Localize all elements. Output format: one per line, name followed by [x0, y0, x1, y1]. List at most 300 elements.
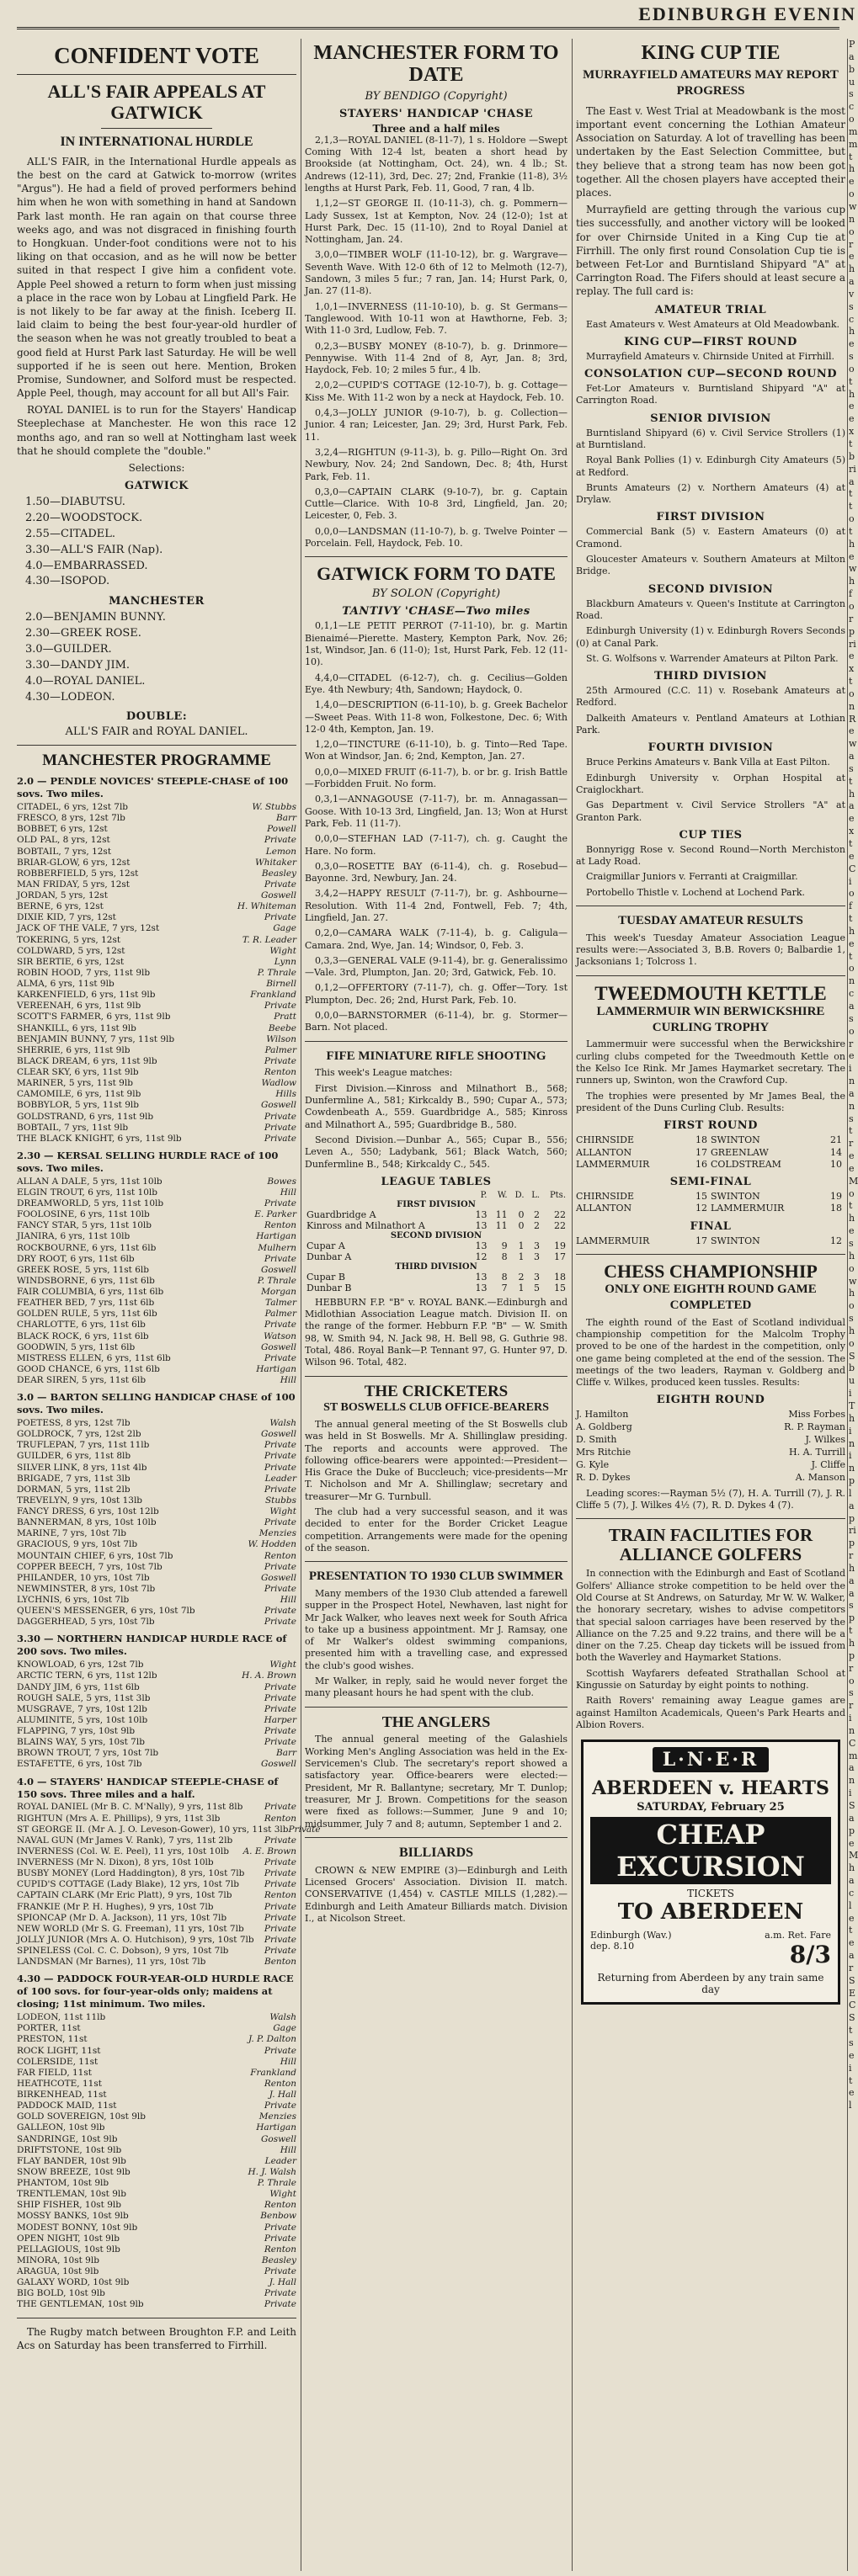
league-col-header: L. — [531, 1190, 541, 1200]
runner-row — [17, 2223, 296, 2233]
runner-name: ALMA, 6 yrs, 11st 9lb — [17, 979, 115, 990]
divider — [576, 975, 845, 976]
fragment: pri — [849, 1512, 856, 1537]
double-value: ALL'S FAIR and ROYAL DANIEL. — [65, 725, 248, 739]
ad-from: Edinburgh (Wav.) — [590, 1930, 672, 1941]
runner-row — [17, 912, 296, 923]
runner-trainer: Private — [264, 1583, 296, 1594]
runner-trainer: Lemon — [265, 846, 296, 857]
stayers-head: STAYERS' HANDICAP 'CHASE — [338, 107, 533, 120]
headline-tuesday-results: TUESDAY AMATEUR RESULTS — [618, 914, 803, 928]
runner-name: MUSGRAVE, 7 yrs, 10st 12lb — [17, 1703, 147, 1714]
runner-row — [17, 1573, 296, 1584]
runner-trainer: A. E. Brown — [242, 1846, 296, 1856]
runner-name: GALAXY WORD, 10st 9lb — [17, 2277, 130, 2288]
masthead — [0, 0, 856, 37]
runner-trainer: Beasley — [261, 2255, 296, 2265]
runner-row — [17, 1375, 296, 1386]
fragment: S — [849, 1350, 855, 1362]
form-entry: 0,3,3—GENERAL VALE (9-11-4), br. g. Generalissimo—Vale. 3rd, Plumpton, Jan. 20; 3rd, Gatwick, Feb. 10. — [305, 954, 568, 979]
runner-trainer: P. Thrale — [257, 2178, 296, 2189]
league-cell: 3 — [534, 1251, 541, 1262]
article-paragraph: This week's League matches: — [315, 1067, 453, 1079]
runner-name: ALUMINITE, 5 yrs, 10st 10lb — [17, 1714, 148, 1725]
curling-club: ALLANTON — [576, 1203, 632, 1214]
runner-trainer: Frankland — [250, 990, 296, 1001]
column-divider — [572, 39, 573, 2571]
runner-name: BRIGADE, 7 yrs, 11st 3lb — [17, 1473, 131, 1484]
divider — [305, 1376, 568, 1377]
runner-name: FLAY BANDER, 10st 9lb — [17, 2155, 126, 2166]
headline-alls-fair: ALL'S FAIR APPEALS AT GATWICK — [47, 81, 266, 123]
runner-trainer: Private — [264, 2101, 296, 2111]
league-cell: 12 — [475, 1251, 488, 1262]
runner-trainer: Private — [264, 1320, 296, 1330]
fragment: C — [849, 1737, 856, 1749]
divider — [576, 1254, 845, 1255]
tip-line: 2.0—BENJAMIN BUNNY. — [25, 611, 166, 624]
league-cell: 2 — [534, 1219, 541, 1231]
runner-name: JORDAN, 5 yrs, 12st — [17, 890, 108, 901]
race-card — [17, 775, 321, 2310]
runner-trainer: Private — [264, 2288, 296, 2299]
runner-name: SIR BERTIE, 6 yrs, 12st — [17, 956, 125, 967]
runner-name: DRIFTSTONE, 10st 9lb — [17, 2144, 122, 2155]
article-paragraph: ROYAL DANIEL is to run for the Stayers' Handicap Steeplechase at Manchester. He won this race 12 months ago, and ran so well at Nottingham last week that he should complete the "double." — [17, 404, 296, 457]
article-paragraph: In connection with the Edinburgh and East of Scotland Golfers' Alliance stroke competition to be held over the Old Course at St Andrews, on Saturday, Mr W. W. Walker, the honorary secretary, wishes to advise competitors that special saloon carriages have been reserved by the Alliance on the 7.25 and 9.22 trains, and there will be a diner on the 7.25. Cheap day tickets will be issued from both the Waverley and Haymarket Stations. — [576, 1568, 845, 1664]
league-cell: Cupar A — [306, 1240, 345, 1251]
fragment: on — [849, 688, 855, 712]
runner-row — [17, 1078, 296, 1089]
fragment: in — [849, 1713, 855, 1736]
chess-results — [576, 1409, 845, 1484]
runner-trainer: Private — [264, 1857, 296, 1868]
runner-trainer: Barr — [275, 813, 296, 824]
curling-club: SWINTON — [711, 1235, 760, 1246]
chess-game — [576, 1421, 845, 1434]
runner-row — [17, 1957, 296, 1968]
runner-name: NEW WORLD (Mr S. G. Freeman), 11 yrs, 10st 7lb — [17, 1923, 244, 1934]
runner-trainer: Whitaker — [255, 857, 296, 868]
runner-name: POETESS, 8 yrs, 12st 7lb — [17, 1418, 131, 1429]
runner-name: CAMOMILE, 6 yrs, 11st 9lb — [17, 1089, 141, 1100]
form-entry: 0,1,1—LE PETIT PERROT (7-11-10), br. g. Martin Bienaimé—Pierette. Mastery, Kempton Park, Nov. 26; 1st, Windsor, Jan. 6 (11-0); 1st, Hurst Park, Feb. 12 (11-10). — [305, 620, 568, 668]
runner-name: JIANIRA, 6 yrs, 11st 10lb — [17, 1231, 131, 1242]
runner-row — [17, 1682, 296, 1693]
runner-name: BROWN TROUT, 7 yrs, 10st 7lb — [17, 1748, 159, 1759]
runner-row — [17, 1112, 296, 1123]
fragment: ni — [849, 1775, 855, 1799]
runner-row — [17, 935, 296, 946]
rugby-note: The Rugby match between Broughton F.P. and Leith Acs on Saturday has been transferred to Firrhill. — [17, 2325, 296, 2351]
runner-row — [17, 1551, 296, 1562]
ad-destination: TO ABERDEEN — [617, 1899, 804, 1925]
league-row — [305, 1272, 568, 1283]
runner-row — [17, 1506, 296, 1517]
league-cell: 15 — [554, 1282, 566, 1293]
fragment: ha — [849, 1562, 855, 1586]
runner-trainer: Palmer — [264, 1309, 296, 1320]
league-row — [305, 1220, 568, 1231]
divider — [305, 1561, 568, 1562]
runner-trainer: Pratt — [274, 1012, 296, 1022]
runner-trainer: Renton — [264, 1813, 296, 1824]
runner-name: CITADEL, 6 yrs, 12st 7lb — [17, 802, 129, 813]
runner-trainer: Bowes — [267, 1176, 296, 1187]
runner-name: PORTER, 11st — [17, 2023, 81, 2034]
fixture-label: SECOND DIVISION — [647, 582, 774, 596]
runner-name: TOKERING, 5 yrs, 12st — [17, 934, 121, 945]
manchester-label: MANCHESTER — [109, 595, 205, 608]
runner-row — [17, 879, 296, 890]
runner-row — [17, 923, 296, 934]
runner-row — [17, 1067, 296, 1078]
gatwick-label: GATWICK — [125, 480, 189, 493]
runner-trainer: Private — [264, 1440, 296, 1451]
runner-name: MINORA, 10st 9lb — [17, 2255, 99, 2265]
runner-trainer: Renton — [264, 1067, 296, 1078]
runner-name: ROBIN HOOD, 7 yrs, 11st 9lb — [17, 967, 151, 978]
runner-row — [17, 1342, 296, 1353]
runner-name: BLACK DREAM, 6 yrs, 11st 9lb — [17, 1055, 157, 1066]
runner-row — [17, 1100, 296, 1111]
fragment: ext — [849, 413, 855, 449]
runner-name: KNOWLOAD, 6 yrs, 12st 7lb — [17, 1660, 144, 1670]
runner-row — [17, 1440, 296, 1451]
league-cell: 1 — [518, 1282, 525, 1293]
runner-trainer: Hill — [280, 1375, 296, 1386]
runner-name: MARINER, 5 yrs, 11st 9lb — [17, 1078, 133, 1089]
runner-name: DORMAN, 5 yrs, 11st 2lb — [17, 1484, 131, 1495]
byline-bendigo: BY BENDIGO (Copyright) — [365, 89, 508, 103]
fragment: to — [849, 501, 855, 525]
runner-row — [17, 2233, 296, 2244]
fragment: SEC — [849, 1974, 856, 2011]
runner-trainer: Private — [264, 1868, 296, 1879]
divider — [17, 74, 296, 75]
runner-row — [17, 2145, 296, 2156]
double-label: DOUBLE: — [125, 710, 188, 724]
runner-name: SHANKILL, 6 yrs, 11st 9lb — [17, 1022, 136, 1033]
fragment: Sa — [849, 1799, 855, 1824]
runner-trainer: Barr — [275, 1748, 296, 1759]
fragment: Re — [849, 713, 856, 737]
runner-row — [17, 2057, 296, 2068]
runner-row — [17, 1824, 321, 1835]
fragment: stree — [849, 1113, 855, 1174]
runner-row — [17, 1693, 296, 1704]
league-col-header: D. — [514, 1190, 525, 1200]
league-table-header-row — [305, 1191, 568, 1200]
runner-name: MAN FRIDAY, 5 yrs, 12st — [17, 879, 131, 890]
fixture-line: Edinburgh University (1) v. Edinburgh Rovers Seconds (0) at Canal Park. — [576, 625, 845, 649]
runner-row — [17, 1474, 296, 1485]
curling-score: 17 — [695, 1235, 707, 1246]
runner-trainer: E. Parker — [254, 1209, 296, 1220]
anglers-paragraph: The annual general meeting of the Galashiels Working Men's Angling Association was held in the Ex-Servicemen's Club. The secretary's report showed a satisfactory year. Office-bearers were elected:—President, Mr R. Ballantyne; secretary, Mr T. Dunlop; treasurer, Mr J. Brown. Competitions for the season were fixed as follows:—Summer, June 9 and 10; midsummer, July 7 and 8; autumn, September 1 and 2. — [305, 1734, 568, 1830]
runner-row — [17, 1265, 296, 1276]
runner-row — [17, 1331, 296, 1342]
runner-row — [17, 824, 296, 835]
league-col-header: W. — [497, 1190, 508, 1200]
fragment: the — [849, 913, 855, 949]
runner-row — [17, 1298, 296, 1309]
league-division-row — [305, 1231, 568, 1240]
runner-name: PADDOCK MAID, 11st — [17, 2101, 117, 2111]
runner-name: BERNE, 6 yrs, 12st — [17, 901, 104, 912]
curling-score: 18 — [695, 1134, 707, 1146]
runner-trainer: Hartigan — [256, 1363, 296, 1374]
runner-trainer: P. Thrale — [257, 1275, 296, 1286]
runner-row — [17, 1429, 296, 1440]
league-cell: 8 — [501, 1251, 508, 1262]
league-table — [305, 1191, 568, 1293]
runner-trainer: Goswell — [260, 2133, 296, 2144]
runner-row — [17, 1451, 296, 1462]
runner-row — [17, 847, 296, 858]
divider — [17, 745, 296, 746]
curling-score: 19 — [830, 1191, 842, 1203]
article-paragraph: Many members of the 1930 Club attended a farewell supper in the Prospect Hotel, Newhaven, last night for Mr Jack Walker, who leaves next week for South Africa to take up a business appointment. Mr J. Ramsay, one of Mr Walker's oldest swimming companions, presented him with a travelling case, and expressed the club's good wishes. — [305, 1587, 568, 1671]
chess-player: A. Manson — [795, 1471, 845, 1483]
article-paragraph: The annual general meeting of the St Boswells club was held in St Boswells. Mr A. Shillinglaw presiding. The reports and accounts were approved. The following office-bearers were appointed:—President—His Grace the Duke of Buccleuch; vice-presidents—Mr T. Nicholson and Mr A. Shillinglaw; secretary and treasurer—Mr G. Turnbull. — [305, 1418, 568, 1502]
runner-trainer: J. P. Dalton — [248, 2034, 296, 2045]
runner-row — [17, 2034, 296, 2045]
league-cell: 1 — [518, 1251, 525, 1262]
runner-name: ARAGUA, 10st 9lb — [17, 2266, 99, 2277]
race-heading: 2.0 — PENDLE NOVICES' STEEPLE-CHASE of 100 sovs. Two miles. — [17, 775, 289, 800]
runner-name: GALLEON, 10st 9lb — [17, 2122, 105, 2133]
runner-name: SPIONCAP (Mr D. A. Jackson), 11 yrs, 10st 7lb — [17, 1912, 227, 1923]
divider — [576, 1518, 845, 1519]
runner-name: GOLDROCK, 7 yrs, 12st 2lb — [17, 1429, 141, 1440]
form-entry: 0,4,3—JOLLY JUNIOR (9-10-7), b. g. Collection—Junior. 4 ran; Leicester, Jan. 29; 3rd, Hurst Park, Feb. 11. — [305, 407, 568, 443]
runner-list — [17, 1176, 296, 1386]
runner-name: BUSBY MONEY (Lord Haddington), 8 yrs, 10st 7lb — [17, 1868, 245, 1879]
runner-row — [17, 1320, 296, 1330]
runner-name: PELLAGIOUS, 10st 9lb — [17, 2244, 120, 2255]
fixture-label: THIRD DIVISION — [654, 670, 767, 683]
column-divider — [847, 39, 848, 2571]
form-entry: 3,4,2—HAPPY RESULT (7-11-7), br. g. Ashbourne—Resolution. With 11-4 2nd, Fontwell, Feb. 7; 4th, Lingfield, Jan. 27. — [305, 888, 568, 923]
rifle-article — [305, 1067, 568, 1170]
fragment: th — [849, 1625, 855, 1649]
league-cell: 13 — [475, 1219, 488, 1231]
league-division-label: THIRD DIVISION — [395, 1261, 477, 1272]
fragment: p — [849, 1612, 855, 1624]
runner-trainer: Private — [264, 2222, 296, 2233]
runner-trainer: Harper — [264, 1714, 296, 1725]
runner-row — [17, 1704, 296, 1715]
curling-first-round-label: FIRST ROUND — [663, 1119, 758, 1133]
chess-player: G. Kyle — [576, 1458, 610, 1470]
runner-row — [17, 858, 296, 868]
subhead-st-boswells: ST BOSWELLS CLUB OFFICE-BEARERS — [323, 1401, 549, 1415]
fragment: the — [849, 151, 855, 188]
headline-train-facilities: TRAIN FACILITIES FOR ALLIANCE GOLFERS — [608, 1525, 813, 1565]
fragment: bui — [849, 1362, 855, 1400]
runner-trainer: Private — [264, 1901, 296, 1912]
form-entry: 0,3,0—ROSETTE BAY (6-11-4), ch. g. Rosebud—Bayonne. 3rd, Newbury, Jan. 24. — [305, 860, 568, 884]
runner-list — [17, 1418, 296, 1628]
fragment: ore — [849, 1025, 855, 1062]
runner-name: ROUGH SALE, 5 yrs, 11st 3lb — [17, 1692, 151, 1703]
chess-game — [576, 1447, 845, 1459]
league-cell: Cupar B — [306, 1271, 345, 1283]
tip-line: 4.0—EMBARRASSED. — [25, 559, 148, 572]
fixture-line: Blackburn Amateurs v. Queen's Institute at Carrington Road. — [576, 598, 845, 621]
runner-trainer: Private — [264, 1606, 296, 1617]
runner-trainer: Private — [264, 1352, 296, 1363]
article-paragraph: The East v. West Trial at Meadowbank is the most important event concerning the Lothian Amateur Association on Saturday. A lot of travelling has been undertaken by the East Selection Committee, but they believe that a strong team has now been got together. All the chosen players have accepted their places. — [576, 104, 845, 199]
runner-trainer: P. Thrale — [257, 967, 296, 978]
runner-trainer: Mulhern — [258, 1242, 296, 1253]
runner-name: INVERNESS (Col. W. E. Peel), 11 yrs, 10st 10lb — [17, 1846, 229, 1856]
runner-trainer: Goswell — [260, 1100, 296, 1111]
runner-name: CUPID'S COTTAGE (Lady Blake), 12 yrs, 10st 7lb — [17, 1879, 239, 1890]
fragment: ar — [849, 1950, 855, 1973]
runner-name: PRESTON, 11st — [17, 2034, 88, 2045]
runner-name: JACK OF THE VALE, 7 yrs, 12st — [17, 923, 160, 934]
fragment: Ci — [849, 863, 856, 887]
runner-name: BOBTAIL, 7 yrs, 12st — [17, 846, 112, 857]
runner-trainer: Palmer — [264, 1044, 296, 1055]
runner-row — [17, 1309, 296, 1320]
fragment: an — [849, 1087, 855, 1112]
tip-line: 4.30—LODEON. — [25, 690, 115, 704]
runner-trainer: Private — [264, 835, 296, 846]
runner-trainer: Goswell — [260, 1341, 296, 1352]
runner-trainer: Wilson — [266, 1033, 296, 1044]
fragment: comm — [849, 101, 858, 150]
runner-trainer: Hills — [275, 1089, 296, 1100]
stayers-sub: Three and a half miles — [372, 122, 500, 135]
fragment: the — [849, 1200, 855, 1237]
curling-club: ALLANTON — [576, 1146, 632, 1158]
runner-row — [17, 2266, 296, 2277]
league-cell: 18 — [554, 1271, 566, 1283]
runner-name: VEREENAH, 6 yrs, 11st 9lb — [17, 1001, 141, 1012]
subhead-murrayfield: MURRAYFIELD AMATEURS MAY REPORT PROGRESS — [583, 68, 839, 98]
column-sports-news — [576, 39, 845, 2571]
curling-semi-label: SEMI-FINAL — [669, 1176, 752, 1189]
runner-trainer: Leader — [264, 1473, 296, 1484]
league-cell: 13 — [475, 1271, 488, 1283]
chess-player: R. P. Rayman — [784, 1421, 845, 1433]
trial-label: AMATEUR TRIAL — [654, 303, 767, 316]
runner-row — [17, 1935, 296, 1946]
runner-row — [17, 1089, 296, 1100]
runner-name: KARKENFIELD, 6 yrs, 11st 9lb — [17, 990, 156, 1001]
runner-trainer: H. Whiteman — [237, 901, 296, 912]
fragment: cas — [849, 988, 855, 1024]
runner-name: GOLDSTRAND, 6 yrs, 11st 9lb — [17, 1111, 154, 1122]
curling-final — [576, 1235, 845, 1247]
stayers-form-list — [305, 135, 568, 550]
fragment: ma — [849, 1750, 858, 1774]
runner-row — [17, 1726, 296, 1737]
runner-name: FAR FIELD, 11st — [17, 2067, 92, 2078]
tuesday-paragraph: This week's Tuesday Amateur Association League results were:—Associated 3, B.B. Rovers 0; Balbardie 1, Jacksonians 1; Tolcross 1. — [576, 932, 845, 968]
runner-name: FANCY STAR, 5 yrs, 11st 10lb — [17, 1220, 152, 1231]
chess-leading-scores: Leading scores:—Rayman 5½ (7), H. A. Turrill (7), J. R. Cliffe 5 (7), J. Wilkes 4½ (7), R. D. Dykes 4 (7). — [576, 1487, 845, 1511]
tip-line: 2.30—GREEK ROSE. — [25, 627, 141, 640]
form-entry: 0,3,0—CAPTAIN CLARK (9-10-7), br. g. Captain Cuttle—Clarice. With 10-8 3rd, Lingfield, Jan. 20; Leicester, 0, Feb. 3. — [305, 486, 568, 522]
runner-name: QUEEN'S MESSENGER, 6 yrs, 10st 7lb — [17, 1606, 195, 1617]
runner-row — [17, 1176, 296, 1187]
article-paragraph: First Division.—Kinross and Milnathort B., 568; Dunfermline A., 581; Kirkcaldy B., 590; Cupar A., 573; Cowdenbeath A., 559. Guardbridge A., 585; Kinross and Milnathort A., 595; Guardbridge B., 580. — [305, 1082, 568, 1130]
runner-row — [17, 2134, 296, 2145]
runner-trainer: Benton — [264, 1957, 296, 1968]
chess-round-label: EIGHTH ROUND — [656, 1394, 765, 1407]
league-cell: 11 — [495, 1208, 508, 1220]
league-division-row — [305, 1200, 568, 1209]
form-entry: 0,0,0—STEFHAN LAD (7-11-7), ch. g. Caught the Hare. No form. — [305, 833, 568, 857]
runner-trainer: Hartigan — [256, 2122, 296, 2133]
column-form-guides — [305, 39, 568, 2571]
runner-name: JOLLY JUNIOR (Mrs A. O. Hutchison), 9 yrs, 10st 7lb — [17, 1934, 254, 1945]
runner-name: OPEN NIGHT, 10st 9lb — [17, 2233, 120, 2244]
fixture-line: Bruce Perkins Amateurs v. Bank Villa at East Pilton. — [586, 757, 830, 768]
ad-fare: 8/3 — [789, 1941, 831, 1969]
runner-trainer: Goswell — [260, 1429, 296, 1440]
race-heading: 3.0 — BARTON SELLING HANDICAP CHASE of 100 sovs. Two miles. — [17, 1391, 296, 1416]
runner-row — [17, 968, 296, 979]
runner-trainer: Private — [264, 1681, 296, 1692]
runner-row — [17, 1595, 296, 1606]
runner-trainer: Renton — [264, 1220, 296, 1231]
column-racing-tips — [17, 39, 321, 2571]
runner-row — [17, 2023, 296, 2034]
chess-player: J. Hamilton — [576, 1409, 629, 1421]
runner-name: BOBBYLOR, 5 yrs, 11st 9lb — [17, 1100, 139, 1111]
runner-name: GOLDEN RULE, 5 yrs, 11st 6lb — [17, 1309, 157, 1320]
form-entry: 1,4,0—DESCRIPTION (6-11-10), b. g. Greek Bachelor—Sweet Peas. With 11-8 won, Folkestone, Dec. 6; With 12-0 4th, Kempton, Jan. 19. — [305, 699, 568, 735]
league-row — [305, 1240, 568, 1251]
runner-row — [17, 1134, 296, 1145]
article-paragraph: ALL'S FAIR, in the International Hurdle appeals as the best on the card at Gatwick to-morrow (writes "Argus"). He had a field of proved performers behind him when he won with something in hand at Sandown Park last month. He ran again on that course three weeks ago, and was not disgraced in finishing fourth to Hongkuan. Under-foot conditions were not to his liking on that occasion, and as he will now be better suited in that respect I give him a confident vote. Apple Peel showed a return to form when just missing a place in the race won by Lobau at Lingfield Park. He is not likely to be far away at the finish. Iceberg II. laid claim to being the best four-year-old hurdler of the season when he was not greatly troubled to beat a good field at Hurst Park last Saturday. He will be well supported if he is seen out here. Mention, Broken Promise, Sundowner, and Solford must be respected. Apple Peel, though, may account for all but All's Fair. — [17, 155, 296, 400]
runner-trainer: Walsh — [269, 1418, 296, 1429]
runner-name: CHARLOTTE, 6 yrs, 11st 6lb — [17, 1320, 146, 1330]
fragment: for — [849, 588, 855, 624]
fragment: pri — [849, 625, 856, 650]
fragment: Th — [849, 1400, 855, 1424]
runner-row — [17, 1012, 296, 1022]
article-paragraph: Lammermuir were successful when the Berwickshire curling clubs competed for the Tweedmouth Kettle on the Kelso Ice Rink. Mr James Haymarket secretary. The runners up, Swinton, won the Crawford Cup. — [576, 1038, 845, 1086]
tip-line: 2.55—CITADEL. — [25, 527, 116, 540]
runner-trainer: Wight — [269, 1506, 296, 1517]
runner-trainer: Private — [264, 912, 296, 923]
runner-name: LANDSMAN (Mr Barnes), 11 yrs, 10st 7lb — [17, 1957, 206, 1968]
fragment: M — [849, 1850, 858, 1862]
fixture-line: Bonnyrigg Rose v. Second Round—North Merchiston at Lady Road. — [576, 843, 845, 868]
runner-row — [17, 1715, 296, 1726]
league-cell: 5 — [534, 1282, 541, 1293]
runner-name: GOODWIN, 5 yrs, 11st 6lb — [17, 1341, 136, 1352]
runner-row — [17, 2211, 296, 2222]
fragment: bus — [849, 63, 855, 100]
league-cell: 8 — [501, 1271, 508, 1283]
curling-article — [576, 1038, 845, 1114]
runner-row — [17, 1243, 296, 1254]
runner-row — [17, 946, 296, 957]
runner-trainer: Menzies — [258, 2111, 296, 2122]
fixture-label: CONSOLATION CUP—SECOND ROUND — [584, 368, 837, 381]
curling-semi-final — [576, 1191, 845, 1215]
ad-match: ABERDEEN v. HEARTS — [592, 1777, 829, 1800]
runner-row — [17, 1802, 296, 1813]
fixture-label: FIRST DIVISION — [656, 511, 765, 524]
